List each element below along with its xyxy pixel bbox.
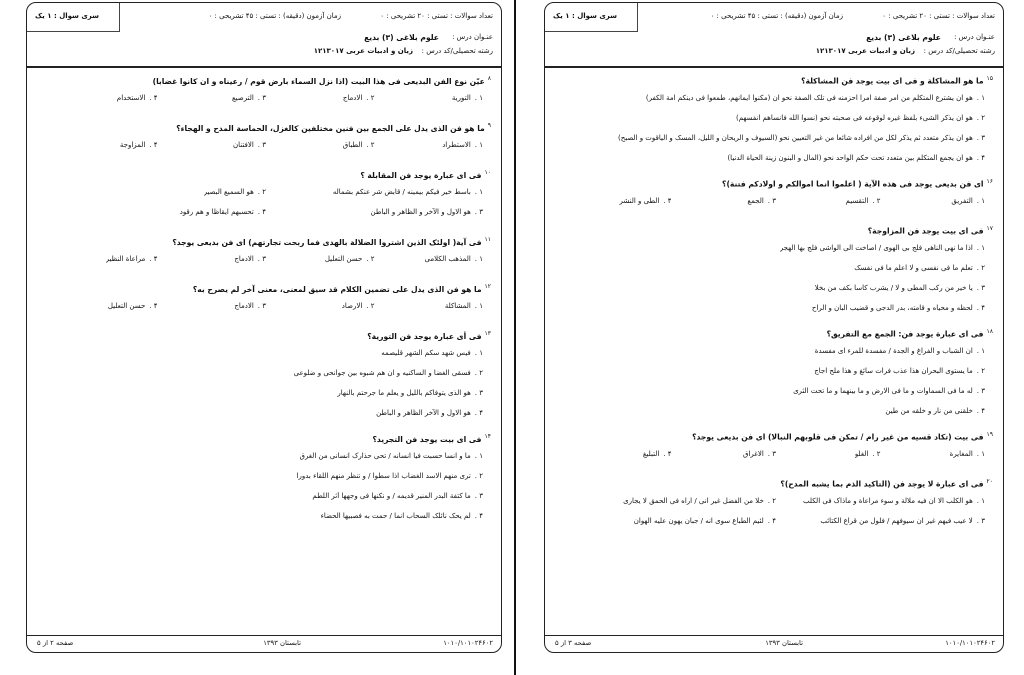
option-text: التوریة — [451, 94, 471, 102]
page-frame — [544, 2, 1004, 653]
answer-option — [343, 141, 375, 149]
question-text: ما هو فن الذی یدل علی الجمع بین فنین مختلفین کالغزل، الحماسة المدح و الهجاء؟ — [176, 123, 485, 133]
option-number: ۲ . — [976, 264, 985, 272]
page-header — [27, 3, 501, 65]
field-code: زبان و ادبیات عربی ۱۲۱۳۰۱۷ — [313, 47, 413, 55]
answer-option — [297, 472, 483, 480]
option-text: ما و انسا حسبت فیا انسانه / تحی حذارک انسانی من الغرق — [299, 452, 471, 460]
option-number: ۳ . — [474, 492, 483, 500]
option-text: التفریق — [951, 197, 973, 205]
question — [37, 236, 491, 247]
answer-option — [376, 409, 483, 417]
question-number: ۱۳ — [484, 330, 491, 337]
answer-option — [180, 208, 266, 216]
answer-option — [815, 284, 985, 292]
option-number: ۳ . — [767, 197, 776, 205]
question-text: ای فن بدیعی یوجد فی هذه الآیة ( اعلموا انما اموالکم و اولادکم فتنة)؟ — [722, 179, 984, 189]
answer-option — [342, 302, 375, 310]
question — [37, 122, 491, 133]
option-number: ۴ . — [149, 94, 158, 102]
question — [555, 225, 993, 236]
option-text: باسط خیر فیکم بیمینه / قابض شر عنکم بشماله — [332, 188, 471, 196]
option-number: ۳ . — [474, 208, 483, 216]
answer-option — [854, 264, 985, 272]
question-number: ۱۵ — [986, 75, 993, 82]
option-text: المذهب الکلامی — [424, 255, 471, 263]
option-text: تری منهم الاسد الغضاب اذا سطوا / و تنظر منهم اللقاء بدورا — [296, 472, 471, 480]
answer-option — [232, 94, 266, 102]
option-text: خلقنی من نار و خلقه من طین — [885, 407, 973, 415]
field-code: زبان و ادبیات عربی ۱۲۱۳۰۱۷ — [815, 47, 915, 55]
option-text: التبلیغ — [642, 450, 660, 458]
option-number: ۳ . — [767, 450, 776, 458]
page-footer — [27, 635, 501, 652]
option-text: هو الاول و الآخر و الظاهر و الباطن — [370, 208, 471, 216]
question-text: عیّن نوع الفن البدیعی فی هذا البیت (اذا نزل السماء بارض قوم / رعیناه و ان کانوا غضابا) — [152, 76, 485, 86]
option-text: فسقی الغضا و الساکنیه و ان هم شبوه بین جوانحی و ضلوعی — [293, 369, 471, 377]
answer-option — [619, 197, 671, 205]
answer-option — [312, 492, 483, 500]
option-number: ۴ . — [663, 450, 672, 458]
question — [555, 328, 993, 339]
answer-option — [747, 197, 776, 205]
option-text: خلا من الفضل غیر انی / اراه فی الحمق لا یجاری — [623, 497, 764, 505]
question-text: فی ای عبارة لا یوجد فن (التاکید الذم بما یشبه المدح)؟ — [780, 479, 984, 489]
option-number: ۲ . — [257, 188, 266, 196]
question-number: ۱۲ — [484, 283, 491, 290]
question-series: سری سوال : ۱ یک — [553, 12, 618, 20]
question — [37, 283, 491, 294]
answer-option — [820, 517, 985, 525]
answer-option — [381, 349, 483, 357]
option-number: ۱ . — [474, 188, 483, 196]
option-number: ۱ . — [976, 244, 985, 252]
answer-option — [623, 497, 776, 505]
footer-code: ۱۰۱۰/۱۰۱۰۲۴۶۰۲ — [945, 639, 995, 647]
answer-option — [234, 302, 266, 310]
option-number: ۱ . — [976, 450, 985, 458]
answer-option — [618, 134, 985, 142]
option-number: ۱ . — [474, 302, 483, 310]
answer-option — [343, 94, 375, 102]
option-text: الارصاد — [341, 302, 363, 310]
option-text: الاستخدام — [116, 94, 146, 102]
option-number: ۲ . — [872, 197, 881, 205]
option-number: ۲ . — [366, 141, 375, 149]
option-text: هو ان یشترع المتکلم من امر صفة امرا احزمنه فی تلک الصفة نحو ان (مکنوا ایمانهم، طمعوا فی دینکم امة الکفر) — [645, 94, 973, 102]
option-number: ۳ . — [474, 389, 483, 397]
answer-option — [793, 387, 985, 395]
option-text: فیس شهد سکم الشهر قلیصمه — [381, 349, 471, 357]
option-number: ۴ . — [149, 255, 158, 263]
question — [555, 431, 993, 442]
option-text: لم یحک نائلک السحاب انما / حمت به فصبیها الحضاء — [320, 512, 471, 520]
answer-option — [234, 255, 266, 263]
option-text: لحظه و محیاه و قامته، بدر الدجی و قضیب البان و الراح — [811, 304, 973, 312]
question-text: فی ای بیت یوجد فن التجرید؟ — [372, 434, 482, 444]
option-text: تعلم ما فی نفسی و لا اعلم ما فی نفسک — [854, 264, 973, 272]
option-number: ۴ . — [257, 208, 266, 216]
answer-option — [815, 347, 985, 355]
answer-option — [846, 197, 881, 205]
question — [37, 433, 491, 444]
answer-option — [321, 512, 483, 520]
option-number: ۳ . — [257, 141, 266, 149]
answer-option — [643, 450, 672, 458]
option-number: ۱ . — [976, 497, 985, 505]
option-number: ۳ . — [257, 94, 266, 102]
question-count: تعداد سوالات : تستی : ۲۰ تشریحی : ۰ — [882, 12, 995, 20]
option-number: ۱ . — [976, 347, 985, 355]
exam-time: زمان آزمون (دقیقه) : تستی : ۴۵ تشریحی : ۰ — [208, 12, 341, 20]
answer-option — [424, 255, 483, 263]
answer-option — [117, 94, 158, 102]
answer-option — [646, 94, 985, 102]
option-number: ۴ . — [976, 407, 985, 415]
exam-page-right — [516, 0, 1024, 675]
answer-option — [727, 154, 985, 162]
answer-option — [452, 94, 483, 102]
option-text: الطباق — [342, 141, 363, 149]
option-text: المشاکلة — [444, 302, 471, 310]
option-text: هو ان یجمع المتکلم بین متعدد تحت حکم الواحد نحو (المال و البنون زینة الحیاة الدنیا) — [727, 154, 973, 162]
option-number: ۴ . — [474, 512, 483, 520]
option-number: ۴ . — [474, 409, 483, 417]
footer-page-number: صفحه ۳ از ۵ — [555, 639, 592, 647]
answer-option — [634, 517, 776, 525]
option-number: ۲ . — [767, 497, 776, 505]
course-label: عنـوان درس : — [452, 33, 493, 41]
question-number: ۱۶ — [986, 178, 993, 185]
option-text: هو السمیع البصیر — [203, 188, 254, 196]
option-text: حسن التعلیل — [107, 302, 146, 310]
option-text: الترصیع — [231, 94, 254, 102]
option-text: الغلو — [854, 450, 869, 458]
answer-option — [294, 369, 483, 377]
question-count: تعداد سوالات : تستی : ۲۰ تشریحی : ۰ — [380, 12, 493, 20]
answer-option — [812, 304, 985, 312]
option-number: ۴ . — [149, 141, 158, 149]
header-divider — [545, 66, 1003, 68]
question-text: فی أی عبارة یوجد فن التوریة؟ — [367, 331, 482, 341]
question-number: ۱۸ — [986, 328, 993, 335]
option-text: حسن التعلیل — [324, 255, 363, 263]
option-number: ۴ . — [149, 302, 158, 310]
option-number: ۲ . — [366, 255, 375, 263]
footer-term: تابستان ۱۳۹۳ — [263, 639, 301, 647]
option-text: المزاوجة — [119, 141, 146, 149]
option-text: هو الذی یتوفاکم باللیل و یعلم ما جرحتم بالنهار — [337, 389, 471, 397]
footer-code: ۱۰۱۰/۱۰۱۰۲۴۶۰۲ — [443, 639, 493, 647]
option-text: لا عیب فیهم غیر ان سیوفهم / فلول من قراع الکتائب — [820, 517, 973, 525]
question-text: فی ای عبارة یوجد فن: الجمع مع التفریق؟ — [826, 329, 984, 339]
option-text: الطی و النشر — [619, 197, 660, 205]
answer-option — [814, 367, 985, 375]
option-text: اذا ما نهی الناهی فلج بی الهوی / اصاخت الی الواشی فلج بها الهجر — [779, 244, 973, 252]
option-text: الاستطراد — [442, 141, 471, 149]
option-text: التقسیم — [845, 197, 869, 205]
question-text: فی بیت (تکاد قسیه من غیر رام / تمکن فی قلوبهم النبالا) ای فن بدیعی یوجد؟ — [692, 432, 984, 442]
question-text: فی ای بیت یوجد فن المزاوجة؟ — [867, 226, 984, 236]
answer-option — [337, 389, 483, 397]
course-title: علوم بلاغی (۳) بدیع — [866, 33, 941, 42]
page-header — [545, 3, 1003, 65]
option-text: الادماج — [234, 302, 254, 310]
option-text: لئیم الطباع سوی انه / جبان یهون علیه الهوان — [633, 517, 764, 525]
option-number: ۱ . — [474, 452, 483, 460]
question-number: ۱۹ — [986, 431, 993, 438]
question — [37, 75, 491, 86]
option-number: ۳ . — [976, 284, 985, 292]
answer-option — [333, 188, 483, 196]
question-number: ۱۴ — [484, 433, 491, 440]
answer-option — [736, 114, 985, 122]
option-text: ان الشباب و الفراغ و الجدة / مفسدة للمرء ای مفسدة — [814, 347, 973, 355]
option-text: له ما فی السماوات و ما فی الارض و ما بینهما و ما تحت الثری — [793, 387, 973, 395]
answer-option — [120, 141, 158, 149]
question — [555, 75, 993, 86]
option-number: ۳ . — [976, 387, 985, 395]
question-number: ۱۰ — [484, 169, 491, 176]
header-box — [545, 3, 638, 32]
question — [37, 330, 491, 341]
option-number: ۱ . — [474, 141, 483, 149]
option-number: ۱ . — [976, 197, 985, 205]
answer-option — [855, 450, 881, 458]
page-frame — [26, 2, 502, 653]
option-number: ۳ . — [976, 134, 985, 142]
option-number: ۲ . — [976, 367, 985, 375]
answer-option — [442, 141, 483, 149]
option-number: ۲ . — [474, 369, 483, 377]
option-number: ۱ . — [976, 94, 985, 102]
answer-option — [885, 407, 985, 415]
answer-option — [204, 188, 266, 196]
answer-option — [445, 302, 483, 310]
option-text: هو الکلب الا ان فیه ملالة و سوء مراعاة و ماذاک فی الکلب — [803, 497, 973, 505]
answer-option — [370, 208, 483, 216]
question — [555, 178, 993, 189]
option-text: الاغراق — [742, 450, 764, 458]
option-number: ۴ . — [767, 517, 776, 525]
option-text: المغایرة — [949, 450, 973, 458]
answer-option — [325, 255, 375, 263]
answer-option — [300, 452, 483, 460]
question-number: ۲۰ — [986, 478, 993, 485]
option-text: هو ان یذکر متعدد ثم یذکر لکل من افراده شائعا من غیر التعیین نحو (السیوف و الریحان و اللیل، المسک و الیاقوت و الصبح) — [617, 134, 973, 142]
header-divider — [27, 66, 501, 68]
option-number: ۲ . — [872, 450, 881, 458]
question — [555, 478, 993, 489]
question-number: ۱۱ — [484, 236, 491, 243]
exam-time: زمان آزمون (دقیقه) : تستی : ۴۵ تشریحی : ۰ — [710, 12, 843, 20]
question-number: ۱۷ — [986, 225, 993, 232]
question — [37, 169, 491, 180]
question-number: ۹ — [487, 122, 491, 129]
footer-term: تابستان ۱۳۹۳ — [765, 639, 803, 647]
answer-option — [803, 497, 985, 505]
course-label: عنـوان درس : — [954, 33, 995, 41]
option-text: الادماج — [342, 94, 363, 102]
option-number: ۱ . — [474, 255, 483, 263]
option-number: ۳ . — [976, 517, 985, 525]
question-text: فی ای عبارة یوجد فن المقابلة ؟ — [360, 170, 482, 180]
question-text: ما هو المشاکلة و فی ای بیت یوجد فن المشاکلة؟ — [801, 76, 984, 86]
answer-option — [108, 302, 158, 310]
page-footer — [545, 635, 1003, 652]
option-text: یا خیر من رکب المطی و لا / یشرب کاسا بکف من بخلا — [814, 284, 973, 292]
option-number: ۱ . — [474, 349, 483, 357]
option-number: ۲ . — [366, 302, 375, 310]
header-box — [27, 3, 120, 32]
option-number: ۴ . — [976, 154, 985, 162]
option-text: تحسبهم ایقاظا و هم رقود — [179, 208, 254, 216]
question-text: ما هو فن الذی یدل علی تضمین الکلام قد سیق لمعنی، معنی آخر لم یصرح به؟ — [192, 284, 482, 294]
option-text: ما کتفة البدر المنیر قدیمه / و نکنها فی وجهها أثر اللطم — [312, 492, 471, 500]
option-text: الافتنان — [233, 141, 254, 149]
option-number: ۲ . — [976, 114, 985, 122]
option-number: ۱ . — [474, 94, 483, 102]
option-number: ۲ . — [366, 94, 375, 102]
answer-option — [743, 450, 776, 458]
option-number: ۴ . — [976, 304, 985, 312]
field-label: رشته تحصیلی/کد درس : — [923, 47, 995, 55]
option-number: ۳ . — [257, 302, 266, 310]
option-number: ۴ . — [663, 197, 672, 205]
option-text: هو الاول و الآخر الظاهر و الباطن — [376, 409, 471, 417]
option-text: هو ان یذکر الشیء بلفظ غیره لوقوعه فی صحبته نحو (نسوا الله فانساهم انفسهم) — [736, 114, 973, 122]
option-number: ۳ . — [257, 255, 266, 263]
option-text: الجمع — [747, 197, 764, 205]
option-text: ما یستوی البحران هذا عذب فرات سائغ و هذا ملح اجاج — [814, 367, 973, 375]
question-number: ۸ — [487, 75, 491, 82]
question-series: سری سوال : ۱ یک — [35, 12, 100, 20]
footer-page-number: صفحه ۲ از ۵ — [37, 639, 74, 647]
option-number: ۲ . — [474, 472, 483, 480]
answer-option — [233, 141, 266, 149]
field-label: رشته تحصیلی/کد درس : — [421, 47, 493, 55]
course-title: علوم بلاغی (۳) بدیع — [364, 33, 439, 42]
question-text: فی آیة( اولئک الذین اشتروا الضلالة بالهدی فما ربحت تجارتهم) ای فن بدیعی یوجد؟ — [172, 237, 482, 247]
option-text: مراعاة النظیر — [105, 255, 146, 263]
option-text: الادماج — [234, 255, 254, 263]
answer-option — [950, 450, 985, 458]
answer-option — [106, 255, 158, 263]
answer-option — [951, 197, 985, 205]
answer-option — [780, 244, 985, 252]
